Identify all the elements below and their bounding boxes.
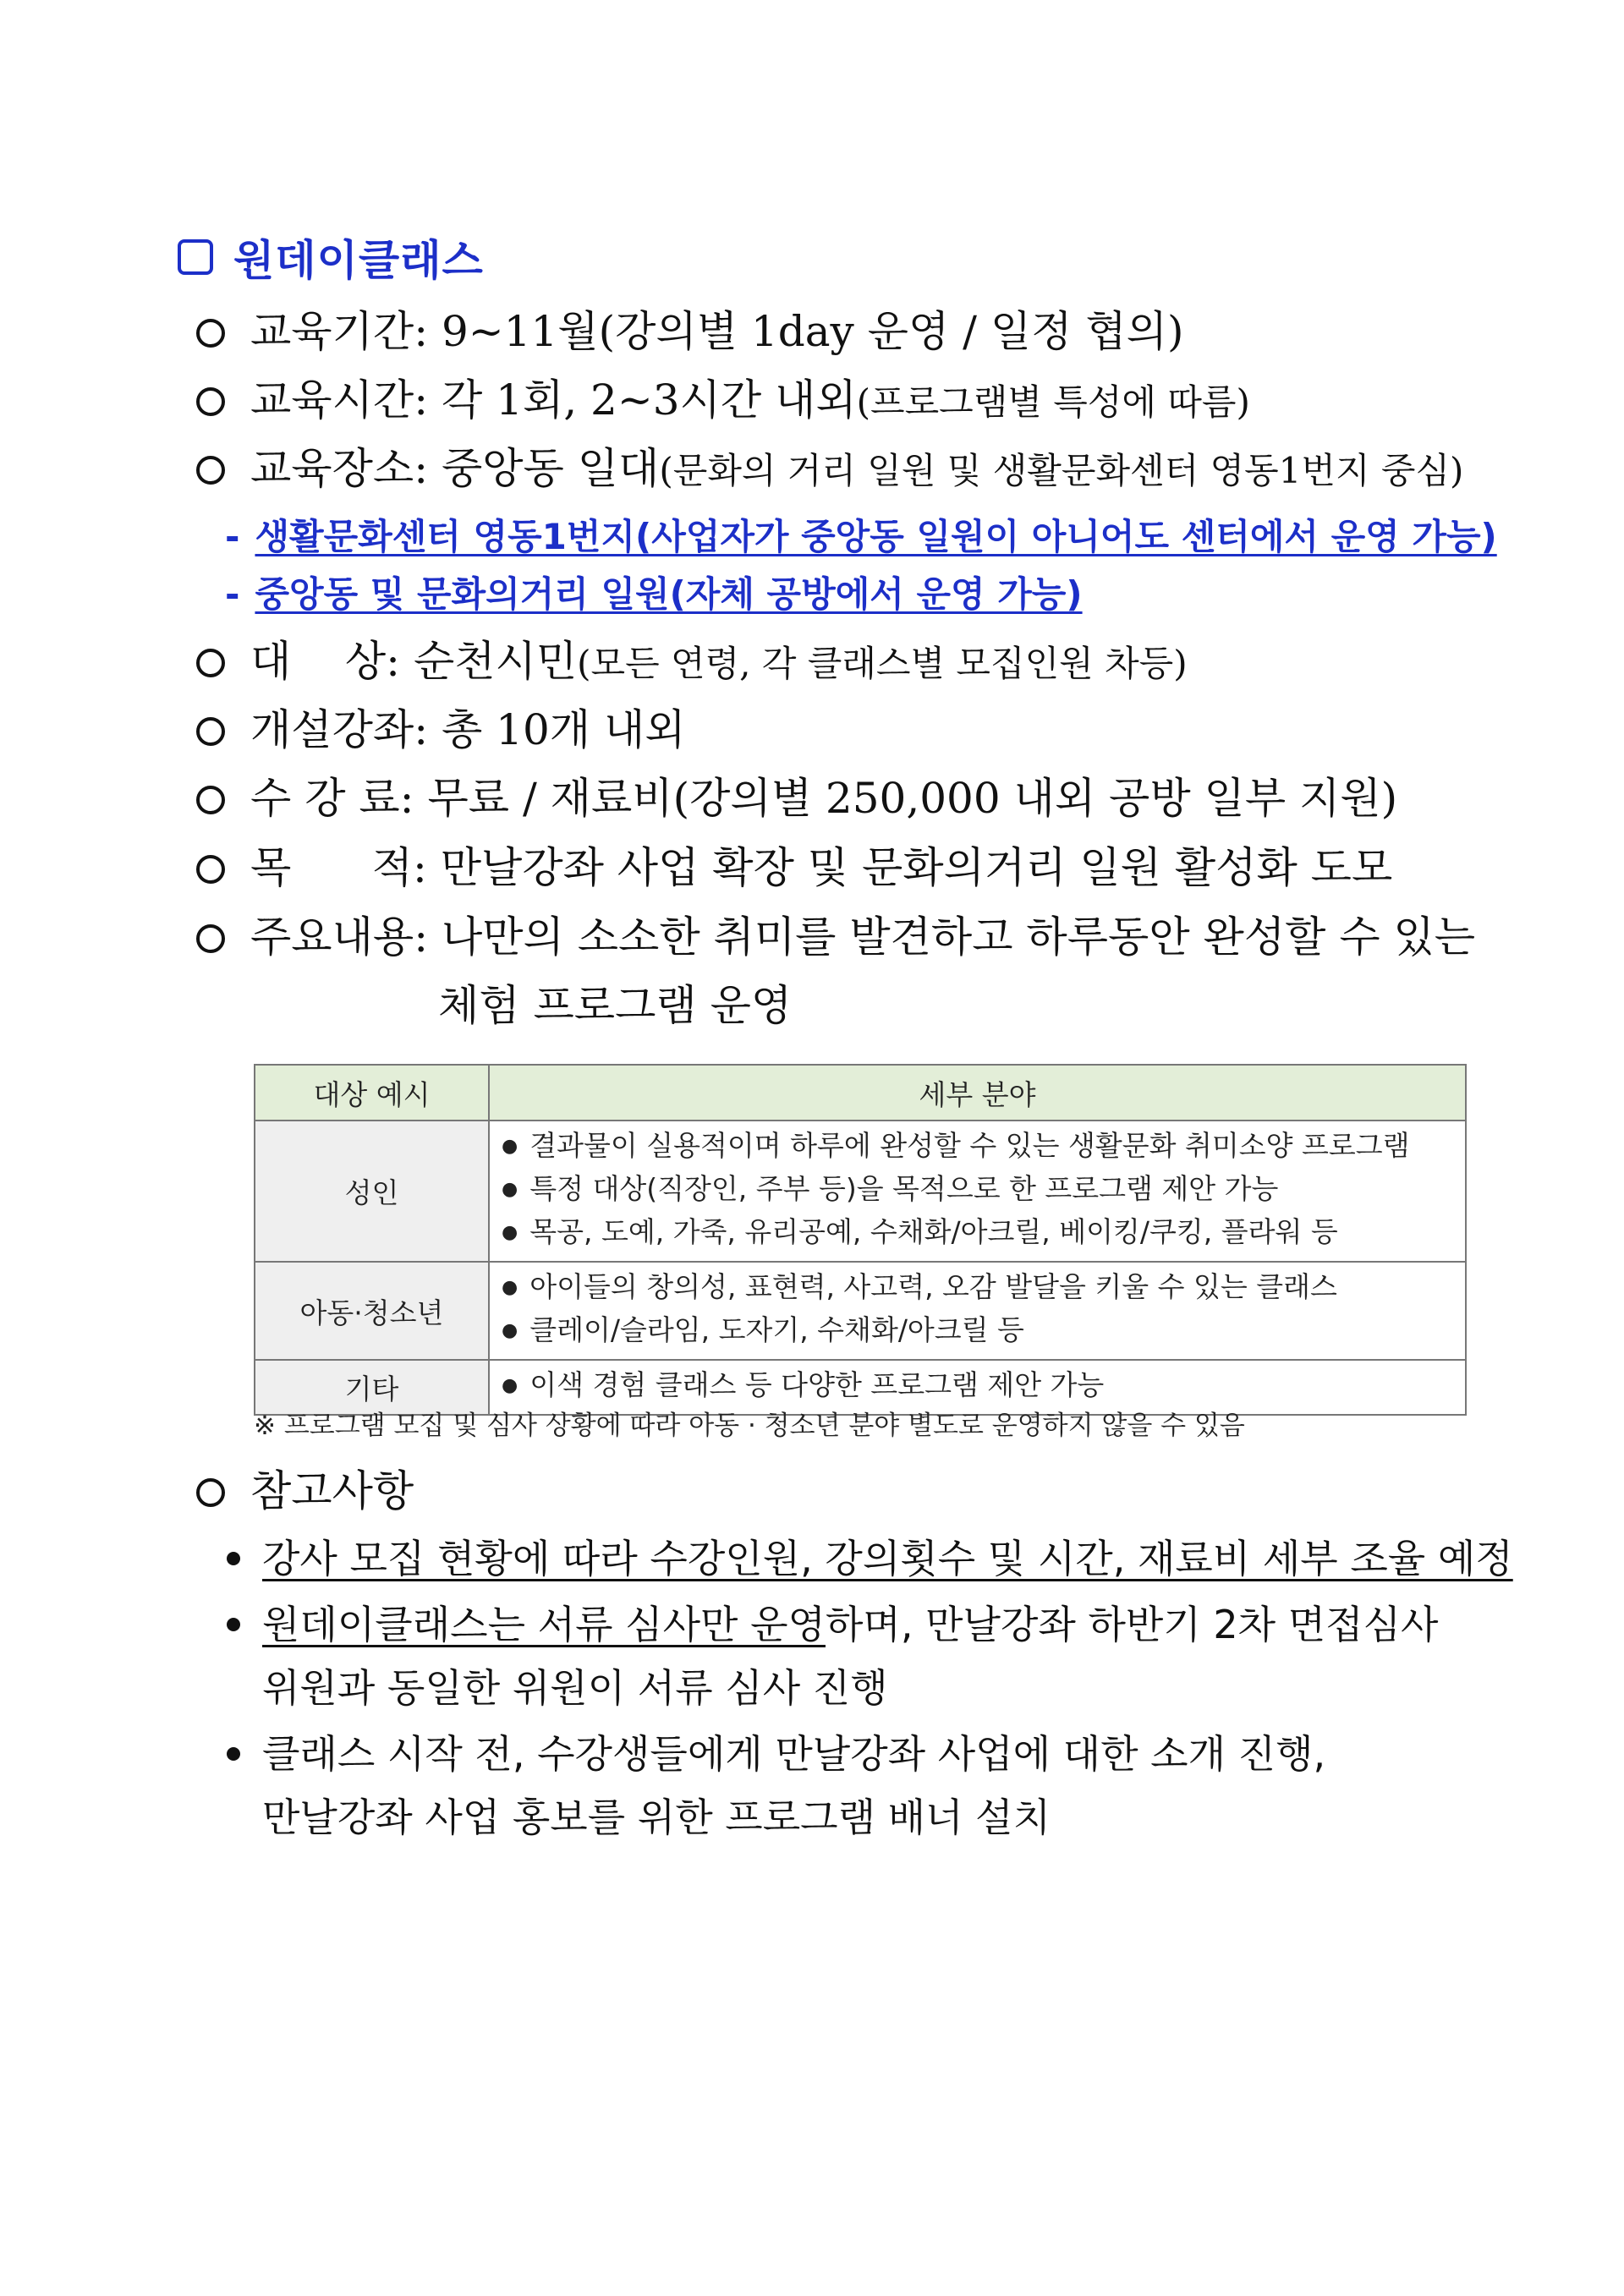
table-note: ※ 프로그램 모집 및 심사 상황에 따라 아동 · 청소년 분야 별도로 운영하지 않을 수 있음 [254,1411,1245,1441]
table-bullet: ● 클레이/슬라임, 도자기, 수채화/아크릴 등 [502,1311,1465,1354]
item-note: (모든 연령, 각 클래스별 모집인원 차등) [577,643,1188,684]
section-title: 원데이클래스 [233,236,484,285]
table-row [255,1121,1466,1262]
item-place [196,443,1463,496]
item-content [196,912,1475,962]
circle-bullet-icon [196,717,225,746]
table-items [489,1262,1466,1360]
item-label: 수 강 료: [250,774,414,823]
reference-text-underlined: 원데이클래스는 서류 심사만 운영 [262,1602,826,1647]
circle-bullet-icon [196,319,225,348]
bullet-dot-icon [227,1747,240,1761]
table-category: 기타 [255,1360,489,1415]
item-value: 각 1회, 2~3시간 내외 [441,375,857,425]
reference-item [227,1534,1513,1583]
table-items [489,1121,1466,1262]
reference-item [227,1600,1438,1649]
reference-text: 클래스 시작 전, 수강생들에게 만날강좌 사업에 대한 소개 진행, [262,1731,1326,1777]
table-row [255,1262,1466,1360]
circle-bullet-icon [196,924,225,953]
reference-item [227,1729,1325,1778]
item-label: 대 상: [250,637,401,686]
circle-bullet-icon [196,1478,225,1507]
place-sub-item: - 생활문화센터 영동1번지(사업자가 중앙동 일원이 아니어도 센터에서 운영 가능) [225,516,1497,557]
reference-text: 강사 모집 현황에 따라 수강인원, 강의횟수 및 시간, 재료비 세부 조율 예정 [262,1536,1513,1581]
item-label: 주요내용: [250,912,429,962]
bullet-dot-icon [227,1552,240,1565]
circle-bullet-icon [196,855,225,884]
circle-bullet-icon [196,387,225,416]
item-value: 9~11월(강의별 1day 운영 / 일정 협의) [441,307,1184,356]
reference-label: 참고사항 [250,1466,414,1515]
detail-table [254,1064,1467,1416]
table-bullet: ● 결과물이 실용적이며 하루에 완성할 수 있는 생활문화 취미소양 프로그램 [502,1126,1465,1170]
item-value: 총 10개 내외 [441,705,686,754]
table-category: 아동·청소년 [255,1262,489,1360]
item-label: 교육장소: [250,444,429,493]
table-header-row [255,1065,1466,1121]
table-bullet: ● 이색 경험 클래스 등 다양한 프로그램 제안 가능 [502,1366,1465,1409]
table-category: 성인 [255,1121,489,1262]
place-sub-item: - 중앙동 및 문화의거리 일원(자체 공방에서 운영 가능) [225,573,1083,615]
table-header: 세부 분야 [489,1065,1466,1121]
reference-text-continued: 위원과 동일한 위원이 서류 심사 진행 [262,1665,888,1711]
item-fee [196,773,1397,824]
item-content-continued: 체험 프로그램 운영 [438,981,793,1030]
table-header: 대상 예시 [255,1065,489,1121]
item-label: 교육기간: [250,307,429,356]
table-bullet: ● 아이들의 창의성, 표현력, 사고력, 오감 발달을 키울 수 있는 클래스 [502,1268,1465,1311]
circle-bullet-icon [196,456,225,485]
place-sub-text: 생활문화센터 영동1번지(사업자가 중앙동 일원이 아니어도 센터에서 운영 가능) [255,516,1497,557]
circle-bullet-icon [196,786,225,814]
item-reference [196,1466,414,1516]
item-value: 무료 / 재료비(강의별 250,000 내외 공방 일부 지원) [427,774,1398,823]
bullet-dot-icon [227,1618,240,1631]
item-value: 만날강좌 사업 확장 및 문화의거리 일원 활성화 도모 [440,843,1393,892]
item-note: (문화의 거리 일원 및 생활문화센터 영동1번지 중심) [659,450,1464,491]
item-period [196,306,1183,357]
section-header [178,227,484,288]
reference-text: 하며, 만날강좌 하반기 2차 면접심사 [825,1602,1439,1647]
item-purpose [196,842,1392,893]
checkbox-icon [178,239,213,275]
item-courses [196,704,686,755]
place-sub-text: 중앙동 및 문화의거리 일원(자체 공방에서 운영 가능) [255,573,1083,615]
item-value: 순천시민 [413,637,578,686]
table-bullet: ● 목공, 도예, 가죽, 유리공예, 수채화/아크릴, 베이킹/쿠킹, 플라워 등 [502,1213,1465,1256]
circle-bullet-icon [196,649,225,677]
item-time [196,375,1250,428]
item-value: 나만의 소소한 취미를 발견하고 하루동안 완성할 수 있는 [441,912,1476,962]
table-bullet: ● 특정 대상(직장인, 주부 등)을 목적으로 한 프로그램 제안 가능 [502,1170,1465,1213]
reference-text-continued: 만날강좌 사업 홍보를 위한 프로그램 배너 설치 [262,1795,1051,1840]
item-target [196,636,1188,689]
item-label: 개설강좌: [250,705,429,754]
item-note: (프로그램별 특성에 따름) [856,381,1250,423]
item-value: 중앙동 일대 [441,444,660,493]
item-label: 교육시간: [250,375,429,425]
item-label: 목 적: [250,843,427,892]
